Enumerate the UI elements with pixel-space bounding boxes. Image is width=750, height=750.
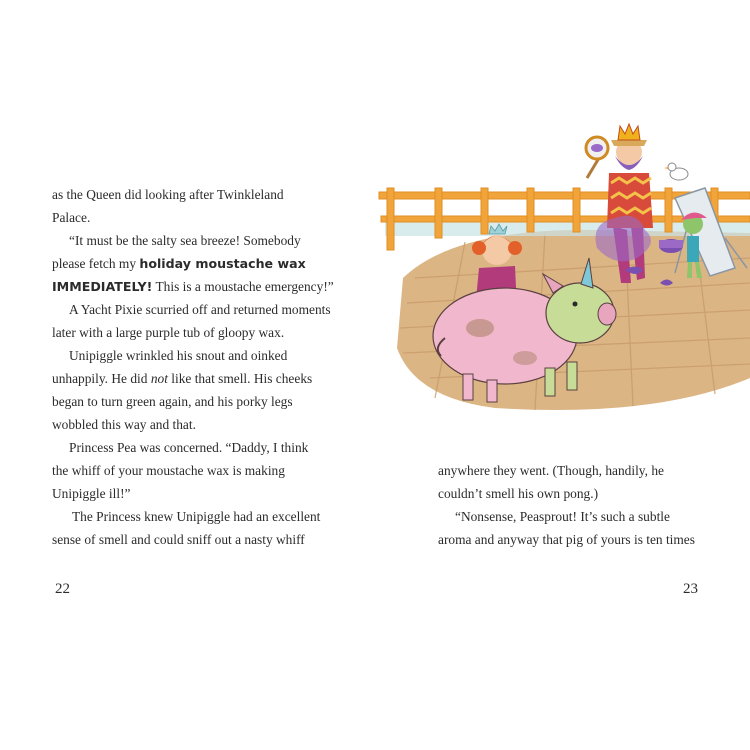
text-line: “It must be the salty sea breeze! Somebody [69, 233, 301, 248]
text-line: wobbled this way and that. [52, 417, 196, 432]
emphasis-text: holiday moustache wax [139, 256, 306, 271]
text-line: anywhere they went. (Though, handily, he [438, 463, 664, 478]
text-line: The Princess knew Unipiggle had an excellent [72, 509, 321, 524]
text-line: aroma and anyway that pig of yours is ten times [438, 532, 695, 547]
text-line: as the Queen did looking after Twinkleland [52, 187, 284, 202]
text-line: later with a large purple tub of gloopy wax. [52, 325, 285, 340]
page-number: 23 [683, 581, 698, 597]
emphasis-text: IMMEDIATELY! [52, 279, 153, 294]
text-line: A Yacht Pixie scurried off and returned moments [69, 302, 331, 317]
story-illustration [375, 118, 750, 418]
text-line: sense of smell and could sniff out a nasty whiff [52, 532, 305, 547]
right-page [375, 0, 750, 750]
text-line: unhappily. He did not like that smell. His cheeks [52, 371, 313, 386]
text-line: the whiff of your moustache wax is making [52, 463, 285, 478]
text-line: IMMEDIATELY! This is a moustache emergency!” [52, 279, 334, 294]
italic-text: not [150, 371, 168, 386]
text-line: Unipiggle wrinkled his snout and oinked [69, 348, 288, 363]
seagull-figure [664, 163, 688, 180]
text-line: began to turn green again, and his porky legs [52, 394, 293, 409]
text-line: couldn’t smell his own pong.) [438, 486, 599, 501]
page-number: 22 [55, 581, 70, 597]
text-line: Palace. [52, 210, 91, 225]
text-line: Unipiggle ill!” [52, 486, 131, 501]
text-line: Princess Pea was concerned. “Daddy, I think [69, 440, 309, 455]
text-line: please fetch my holiday moustache wax [52, 256, 306, 271]
text-line: “Nonsense, Peasprout! It’s such a subtle [455, 509, 670, 524]
